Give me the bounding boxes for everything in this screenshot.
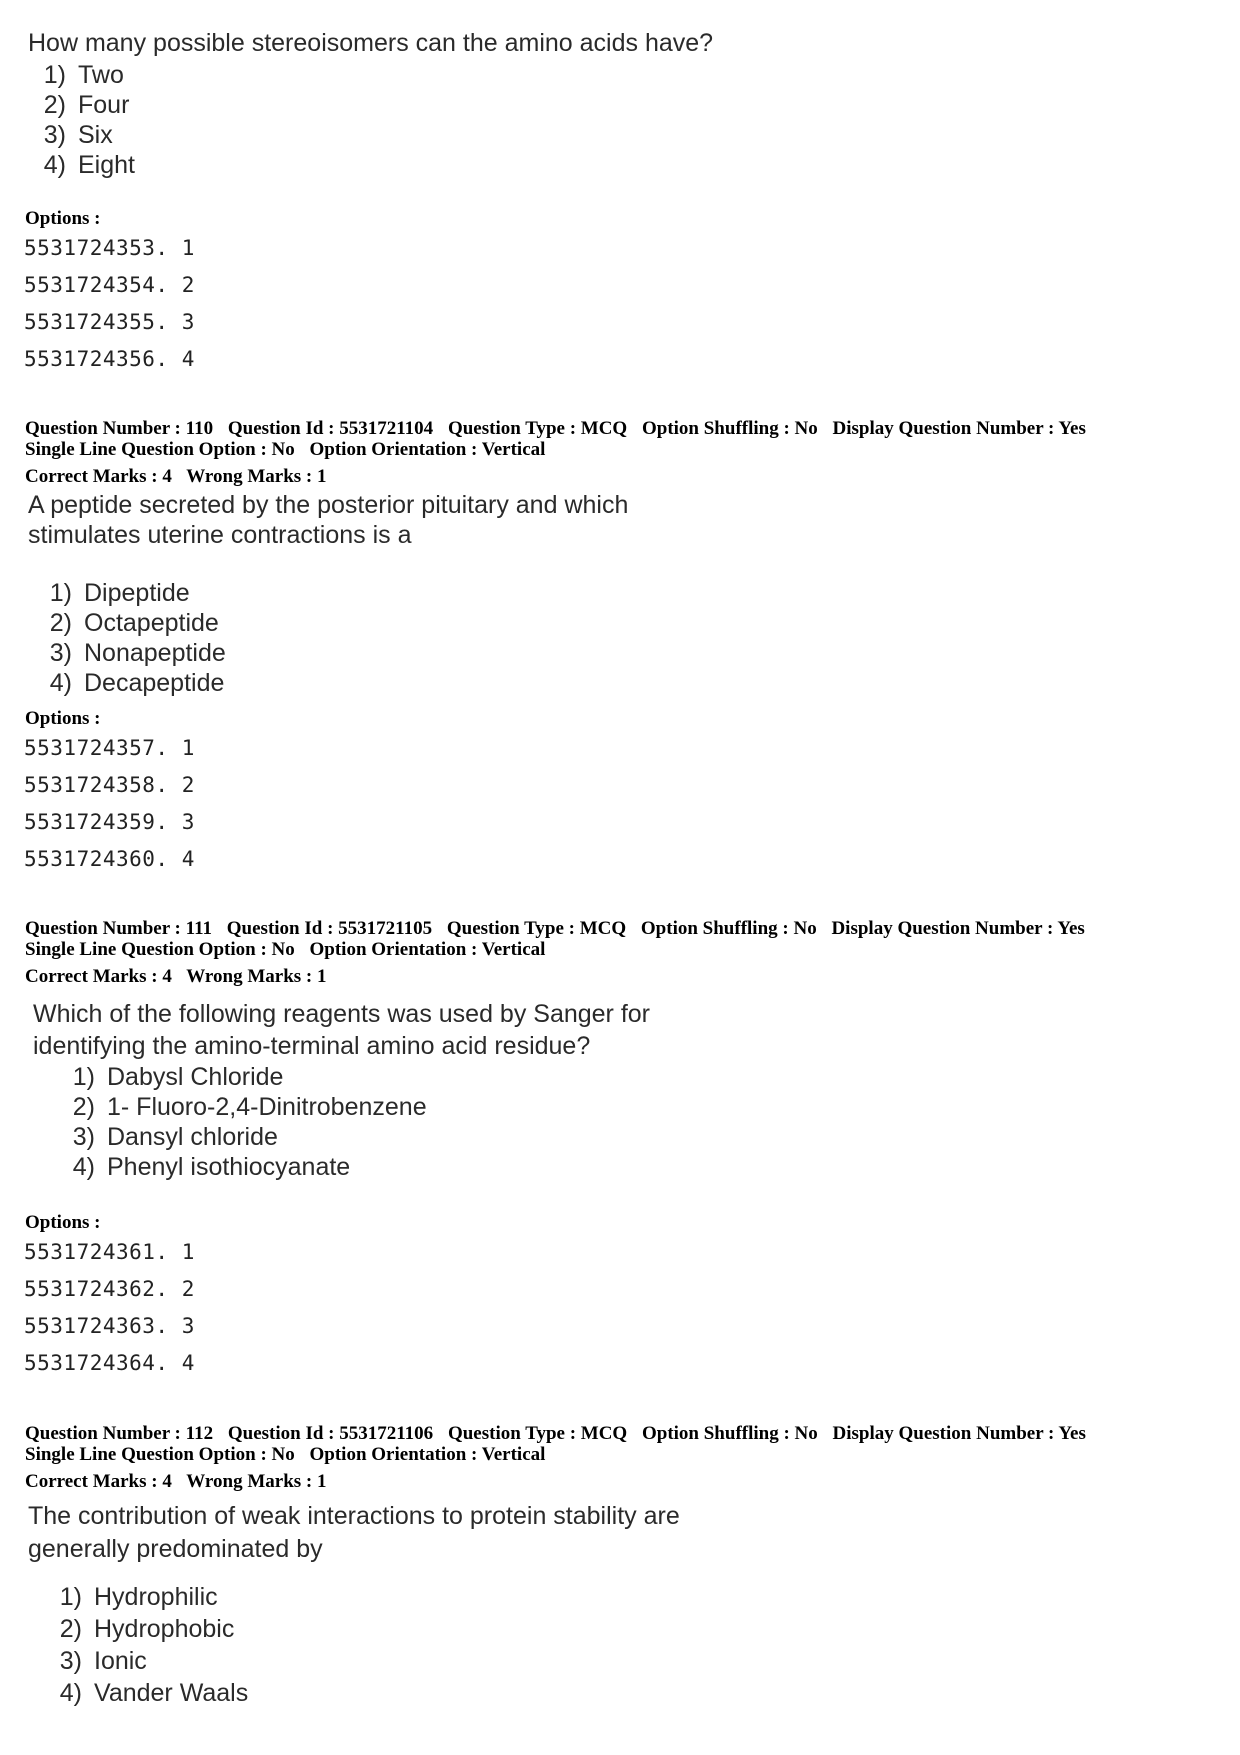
option-id: 5531724353. 1 xyxy=(24,236,195,260)
question-meta xyxy=(25,418,1096,487)
option-shuffling: Option Shuffling : No xyxy=(640,918,817,939)
question-image xyxy=(28,28,713,180)
option-id-list xyxy=(24,730,195,878)
marks-line xyxy=(25,966,1095,987)
choice-text: Ionic xyxy=(94,1647,147,1675)
question-text: Which of the following reagents was used by Sanger for identifying the amino-terminal amino acid residue? xyxy=(33,1000,651,1060)
choice-number: 3) xyxy=(59,1647,82,1675)
choice-text: Nonapeptide xyxy=(84,639,226,667)
option-id: 5531724354. 2 xyxy=(24,273,195,297)
choice-item xyxy=(28,150,713,180)
choice-number: 2) xyxy=(72,1093,95,1121)
single-line-option: Single Line Question Option : No xyxy=(25,939,295,960)
correct-marks: Correct Marks : 4 xyxy=(25,1471,172,1492)
question-text: A peptide secreted by the posterior pituitary and which stimulates uterine contractions is a xyxy=(28,491,629,549)
question-number: Question Number : 111 xyxy=(25,918,213,939)
question-image xyxy=(28,490,628,698)
display-question-number: Display Question Number : Yes xyxy=(831,918,1085,939)
choice-item xyxy=(34,578,628,608)
choice-list xyxy=(28,60,713,180)
meta-line xyxy=(25,1444,1096,1465)
choice-item xyxy=(34,608,628,638)
choice-item xyxy=(57,1152,650,1182)
option-orientation: Option Orientation : Vertical xyxy=(309,939,546,960)
meta-line xyxy=(25,918,1095,939)
choice-text: Two xyxy=(78,61,124,89)
option-id: 5531724364. 4 xyxy=(24,1351,195,1375)
question-text: How many possible stereoisomers can the amino acids have? xyxy=(28,29,714,57)
option-id: 5531724355. 3 xyxy=(24,310,195,334)
option-id-list xyxy=(24,230,195,378)
choice-text: Vander Waals xyxy=(94,1679,249,1707)
choice-number: 2) xyxy=(59,1615,82,1643)
choice-text: Decapeptide xyxy=(84,669,225,697)
choice-text: Hydrophobic xyxy=(94,1615,235,1643)
choice-text: Six xyxy=(78,121,113,149)
question-number: Question Number : 110 xyxy=(25,418,214,439)
option-orientation: Option Orientation : Vertical xyxy=(309,1444,546,1465)
choice-number: 1) xyxy=(59,1583,82,1611)
choice-item xyxy=(28,120,713,150)
choice-text: Dansyl chloride xyxy=(107,1123,278,1151)
choice-list xyxy=(57,1062,650,1182)
option-id: 5531724357. 1 xyxy=(24,736,195,760)
option-id: 5531724356. 4 xyxy=(24,347,195,371)
wrong-marks: Wrong Marks : 1 xyxy=(186,466,327,487)
question-type: Question Type : MCQ xyxy=(447,1423,628,1444)
option-id: 5531724360. 4 xyxy=(24,847,195,871)
wrong-marks: Wrong Marks : 1 xyxy=(186,1471,327,1492)
question-id: Question Id : 5531721106 xyxy=(227,1423,434,1444)
options-label: Options : xyxy=(25,1212,101,1233)
question-meta xyxy=(25,1423,1096,1492)
display-question-number: Display Question Number : Yes xyxy=(832,1423,1086,1444)
option-id: 5531724362. 2 xyxy=(24,1277,195,1301)
marks-line xyxy=(25,1471,1096,1492)
choice-number: 2) xyxy=(43,91,66,119)
choice-number: 4) xyxy=(43,151,66,179)
meta-line xyxy=(25,1423,1096,1444)
choice-text: Octapeptide xyxy=(84,609,219,637)
question-text: The contribution of weak interactions to protein stability are generally predominated by xyxy=(28,1502,680,1563)
choice-number: 1) xyxy=(49,579,72,607)
choice-text: Hydrophilic xyxy=(94,1583,218,1611)
option-orientation: Option Orientation : Vertical xyxy=(309,439,546,460)
choice-number: 1) xyxy=(43,61,66,89)
question-type: Question Type : MCQ xyxy=(447,418,628,439)
choice-text: 1- Fluoro-2,4-Dinitrobenzene xyxy=(107,1093,427,1121)
option-id: 5531724363. 3 xyxy=(24,1314,195,1338)
question-id: Question Id : 5531721104 xyxy=(227,418,434,439)
choice-number: 2) xyxy=(49,609,72,637)
choice-list xyxy=(44,1582,680,1710)
choice-number: 4) xyxy=(59,1679,82,1707)
option-id: 5531724358. 2 xyxy=(24,773,195,797)
question-type: Question Type : MCQ xyxy=(446,918,627,939)
choice-item xyxy=(44,1582,680,1614)
option-shuffling: Option Shuffling : No xyxy=(641,1423,818,1444)
choice-item xyxy=(28,90,713,120)
option-id: 5531724361. 1 xyxy=(24,1240,195,1264)
options-label: Options : xyxy=(25,208,101,229)
meta-line xyxy=(25,939,1095,960)
options-label: Options : xyxy=(25,708,101,729)
meta-line xyxy=(25,439,1096,460)
choice-text: Four xyxy=(78,91,130,119)
wrong-marks: Wrong Marks : 1 xyxy=(186,966,327,987)
choice-number: 3) xyxy=(43,121,66,149)
choice-number: 1) xyxy=(72,1063,95,1091)
choice-item xyxy=(34,668,628,698)
question-number: Question Number : 112 xyxy=(25,1423,214,1444)
choice-item xyxy=(57,1062,650,1092)
correct-marks: Correct Marks : 4 xyxy=(25,966,172,987)
choice-number: 4) xyxy=(72,1153,95,1181)
single-line-option: Single Line Question Option : No xyxy=(25,439,295,460)
choice-text: Phenyl isothiocyanate xyxy=(107,1153,351,1181)
option-id: 5531724359. 3 xyxy=(24,810,195,834)
option-id-list xyxy=(24,1234,195,1382)
choice-item xyxy=(44,1678,680,1710)
marks-line xyxy=(25,466,1096,487)
choice-number: 4) xyxy=(49,669,72,697)
question-id: Question Id : 5531721105 xyxy=(226,918,433,939)
choice-list xyxy=(34,578,628,698)
question-image xyxy=(33,998,650,1182)
choice-number: 3) xyxy=(49,639,72,667)
question-meta xyxy=(25,918,1095,987)
meta-line xyxy=(25,418,1096,439)
choice-item xyxy=(57,1092,650,1122)
choice-number: 3) xyxy=(72,1123,95,1151)
single-line-option: Single Line Question Option : No xyxy=(25,1444,295,1465)
choice-item xyxy=(44,1646,680,1678)
choice-item xyxy=(34,638,628,668)
choice-text: Eight xyxy=(78,151,135,179)
choice-text: Dabysl Chloride xyxy=(107,1063,284,1091)
choice-item xyxy=(28,60,713,90)
question-image xyxy=(28,1500,680,1710)
option-shuffling: Option Shuffling : No xyxy=(641,418,818,439)
choice-text: Dipeptide xyxy=(84,579,190,607)
display-question-number: Display Question Number : Yes xyxy=(832,418,1086,439)
choice-item xyxy=(57,1122,650,1152)
correct-marks: Correct Marks : 4 xyxy=(25,466,172,487)
choice-item xyxy=(44,1614,680,1646)
